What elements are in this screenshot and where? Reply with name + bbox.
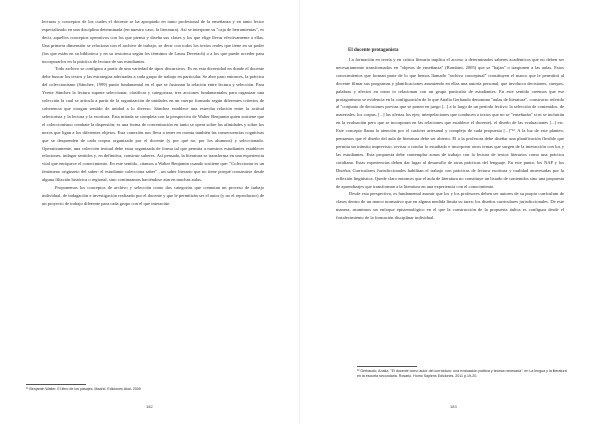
left-paragraph-1: lecturas y conceptos de los cuales el docente se ha apropiado en tanto profesional de la enseñanza y en tanto lector especializado en una disciplina determinada (en nuestro caso, la literatura). Así se interpone su "caja de herramientas", es decir, aquellos conceptos operativos con los que piensa y diseña sus clases y los que elige llevar efectivamente a ellas. Una primera dimensión se relaciona con el archivo de trabajo, se decir con todos los textos reales que tiene en su poder (los que están en su biblioteca y en su textoteca según los términos de Laura Devetach) o a los que puede acceder para incorporarlos en la práctica de lectura de sus estudiantes. [42,19,264,64]
left-body-text [42,18,264,208]
left-footnote: ¹¹ Benjamin Walter. El libro de los pasajes. Madrid. Ediciones Akal. 2005 [26,387,141,391]
left-page-number: 182 [146,404,153,409]
right-paragraph-2: Desde esta perspectiva, es fundamental asumir que los y los profesores deben ser autores de su propio currículum de clases dentro de un marco normativo que en alguna medida limita su tarea: los diseños curriculares jurisdiccionales. De este manera, asumimos un enfoque epistemológico en el que la construcción de la propuesta áulica es configura desde el fortalecimiento de la formación disciplinar individual. [336,191,564,221]
right-footnote: ¹² Gerbaudo, Analía. "El docente como autor del currículum: una evaluación poética y teórica necesaria". en La lengua y la literatura en la escuela secundaria. Rosario. Homo Sapiens Ediciones. 2011 p.19-20. [357,369,567,378]
right-paragraph-1: La formación en teoría y en crítica literaria implica el acceso a determinados saberes académicos que no deben ser necesariamente transformados en "objetos de enseñanza" (Bombini, 2005) que se "bajan" o trasponen a las aulas. Estos conocimientos que forman parte de lo que hemos llamado "archivo conceptual" constituyen el marco que le permitirá al docente filmar sus programas y planificaciones asumiendo en ellas una autoría personal, que involucra decisiones, cuerpos, palabras y afectos en torno to relacionan con un grupo particular de estudiantes. En este sentido creemos que ese protagonismo se evidencia en la configuración de lo que Analía Gerbaudo denomina "aulas de literatura", constructo referido al "conjunto de decisiones previas que se ponen en juego [...] a lo largo de un período lectivo: la selección de contenidos, de materiales, los corpus, [...] las ofertas los ejes; interpelaciones que conducen a textos que no se "enseñarán" si ni se incluirán en la evaluación pero que se incorporan en las relaciones que establece el docente), el diseño de las evaluaciones [...] etc. Este concepto llama la atención por el carácter artesanal y complejo de cada propuesta [...]"¹². A la luz de este planteo, pensamos que el diseño del aula de literatura debe ser abierto. El o la profesora debe diseñar una planificación flexible que permita un tránsito imprevisto, revisar o rotular lo estudiado e incorporar otros temas que surgen de la interacción con los y las estudiantes. Esta propuesta debe contemplar zonas de trabajo con la lectura de textos literarios como una práctica cotidiana. Estas experiencias deben dar lugar al desarrollo de otras prácticas del lenguaje. En este punto, los NAP y los Diseños Curriculares Jurisdiccionales habilitan el trabajo con prácticas de lectura escritura y oralidad atravesadas por la reflexión lingüística. Quede claro entonces que el aula de literatura no constituye un listado de contenidos sino una propuesta de aprendizajes que transforman a la literatura en una experiencia con el conocimiento. [336,57,564,189]
section-heading: El docente protagonista [348,48,399,53]
right-footnote-rule [357,366,417,367]
left-paragraph-3: Proponemos los conceptos de archivo y selección como dos categorías que connotan un proceso de trabajo individual, de indagación e investigación realizado por el docente y que le permitirán ser el autor (y no el reproductor) de un proyecto de trabajo diferente para cada grupo con el que interactúe. [42,185,264,206]
left-paragraph-2: Todo archivo se configura a partir de una variedad de tipos discursivos. Es en esta diversidad en donde el docente debe buscar los textos y las estrategias adecuadas a cada grupo de trabajo en particular. Se abre paso entonces, la práctica del coleccionismo (Sánchez, 1999) punto fundamental en el que se fusionan la relación entre lectura y selección. Para Yvette Sánchez la lectura supone seleccionar, clasificar y categorizar, tres acciones fundamentales para organizar una colección la cual se articula a partir de la organización de unidades en un cuerpo formado según diferentes criterios de coherencia que otorgan sentido de unidad a lo diverso. Sánchez establece una estrecha relación entre la actitud selectorista y la lectura y la escritura. Esta mirada se completa con la perspectiva de Walter Benjamin quien sostiene que el coleccionismo combate la dispersión; es una forma de concentración en tanto se opera sobre las afinidades y sobre los nexos que ligan a los diferentes objetos. Esta conexión nos lleva a tener en cuenta también las consecuencias cognitivas que se desprenden de cada corpus organizado por el docente (y por qué no, por los alumnos) y seleccionado. Operativamente, una colección textual debe estar organizada de forma tal que permita a nuestros estudiantes establecer relaciones, indagar sentidos y, en definitiva, construir saberes. Así pensada, la literatura se transforma en una experiencia vital que enriquece el conocimiento. En este sentido, citamos a Walter Benjamin cuando sostiene que: "Coleccionar es un fenómeno originario del saber: el estudiante colecciona saber" , un saber literario que no tiene porqué construirse desde alguna filiación histórica o regional, sino continuamos haciéndose aún en muchas aulas. [42,66,264,183]
right-page [300,0,600,424]
left-footnote-rule [26,384,86,385]
right-page-number: 183 [450,404,457,409]
right-body-text [336,56,564,222]
